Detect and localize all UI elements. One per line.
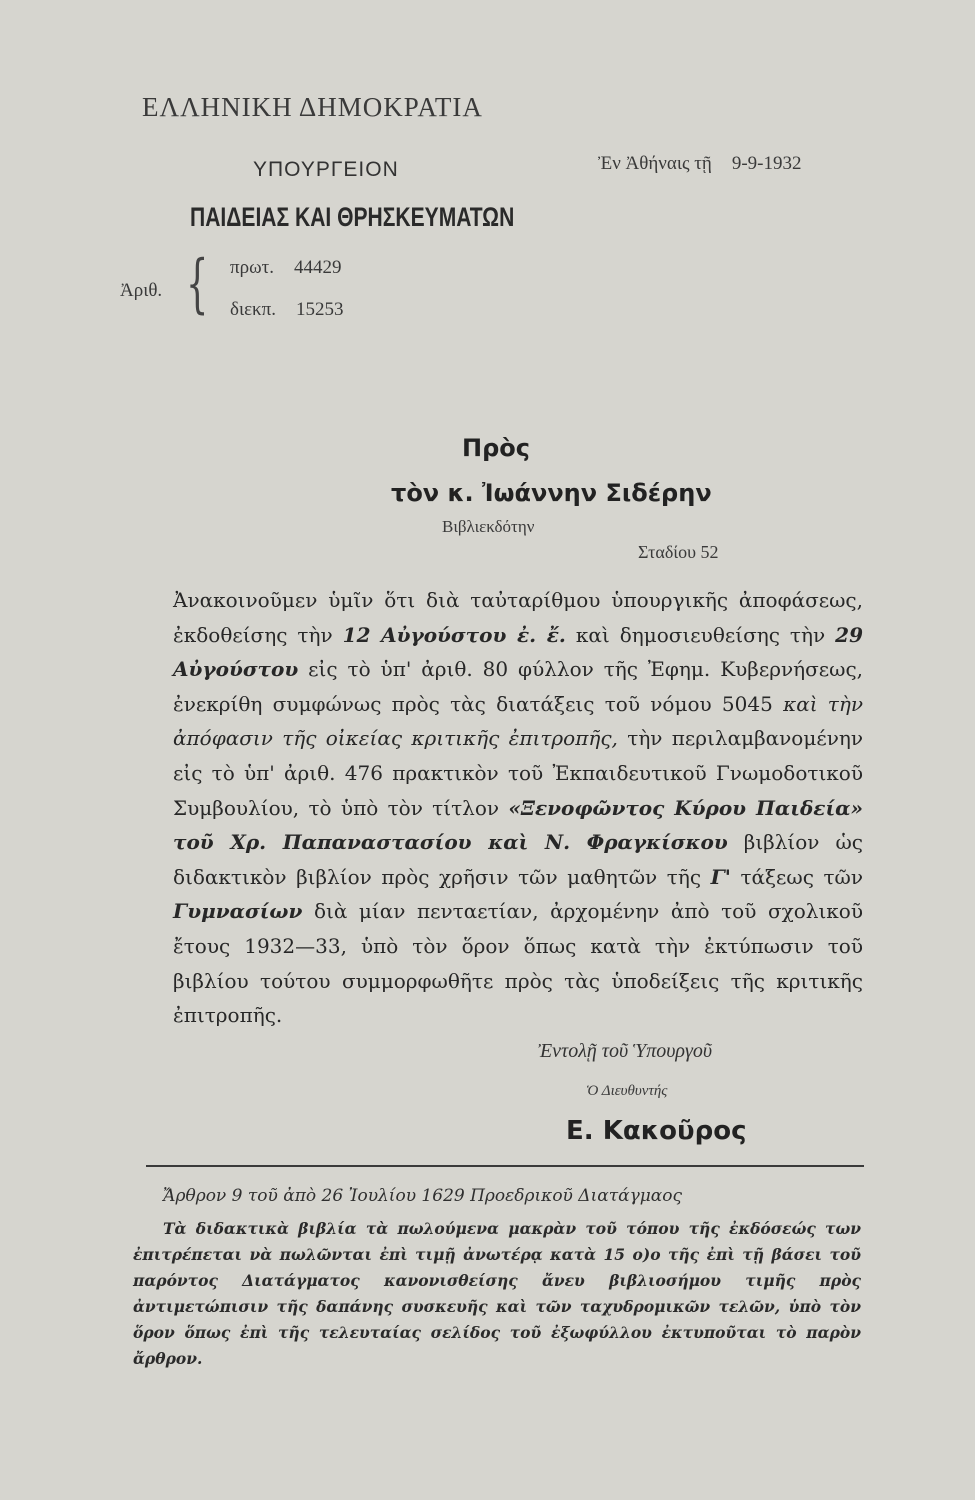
signature-order: Ἐντολῇ τοῦ Ὑπουργοῦ — [538, 1040, 713, 1062]
republic-heading: ΕΛΛΗΝΙΚΗ ΔΗΜΟΚΡΑΤΙΑ — [142, 92, 483, 122]
body-text: τάξεως τῶν — [740, 864, 864, 889]
letter-paragraph — [173, 583, 863, 1033]
school-type: Γυμνασίων — [173, 899, 303, 924]
book-title: «Ξενοφῶντος Κύρου Παιδεία» τοῦ Χρ. Παπαναστασίου καὶ Ν. Φραγκίσκου — [173, 795, 864, 855]
ministry-label: ΥΠΟΥΡΓΕΙΟΝ — [253, 158, 399, 181]
grade-number: Γ' — [710, 864, 731, 889]
dispatch-label: διεκπ. — [230, 299, 276, 320]
brace-icon: { — [186, 247, 209, 321]
addressed-to: Πρὸς — [462, 434, 530, 462]
footnote-title: Ἄρθρον 9 τοῦ ἀπὸ 26 Ἰουλίου 1629 Προεδρικοῦ Διατάγμαος — [163, 1186, 683, 1206]
body-text: Ἀνακοινοῦμεν ὑμῖν ὅτι διὰ ταὐταρίθμου ὑπουργικῆς ἀποφάσεως, ἐκδοθείσης τὴν — [173, 588, 863, 647]
body-text: εἰς τὸ ὑπ' ἀριθ. 80 φύλλον τῆς Ἐφημ. Κυβερνήσεως, ἐνεκρίθη συμφώνως πρὸς τὰς διατάξεις τοῦ νόμου 5045 — [173, 657, 864, 716]
reference-number-label: Ἀριθ. — [120, 280, 163, 301]
date-line — [598, 153, 801, 175]
body-text: καὶ τὴν ἀπόφασιν τῆς οἰκείας κριτικῆς ἐπιτροπῆς, — [173, 691, 864, 751]
dispatch-number: 15253 — [295, 299, 344, 320]
body-text: διὰ μίαν πενταετίαν, ἀρχομένην ἀπὸ τοῦ σχολικοῦ ἔτους 1932—33, ὑπὸ τὸν ὅρον ὅπως κατὰ τὴν ἐκτύπωσιν τοῦ βιβλίου τούτου συμμορφωθῆτε πρὸς τὰς ὑποδείξεις τῆς κριτικῆς ἐπιτροπῆς. — [173, 899, 863, 1028]
recipient-address: Σταδίου 52 — [638, 542, 719, 562]
dispatch-number-line — [230, 299, 343, 321]
protocol-number-line — [230, 257, 341, 279]
body-date-2: 29 Αὐγούστου — [173, 622, 864, 682]
protocol-label: πρωτ. — [230, 257, 274, 278]
footnote-text: Τὰ διδακτικὰ βιβλία τὰ πωλούμενα μακρὰν τοῦ τόπου τῆς ἐκδόσεώς των ἐπιτρέπεται νὰ πωλῶνται ἐπὶ τιμῇ ἀνωτέρᾳ κατὰ 15 ο)ο τῆς ἐπὶ τῇ βάσει τοῦ παρόντος Διατάγματος κανονισθείσης ἄνευ βιβλιοσήμου τιμῆς πρὸς ἀντιμετώπισιν τῆς δαπάνης συσκευῆς καὶ τῶν ταχυδρομικῶν τελῶν, ὑπὸ τὸν ὅρον ὅπως ἐπὶ τῆς τελευταίας σελίδος τοῦ ἐξωφύλλου ἐκτυποῦται τὸ παρὸν ἄρθρον. — [133, 1219, 861, 1368]
signer-name: Ε. Κακοῦρος — [566, 1116, 747, 1146]
footnote-divider — [146, 1165, 864, 1167]
body-text: καὶ δημοσιευθείσης τὴν — [575, 622, 826, 647]
protocol-number: 44429 — [293, 257, 342, 278]
signature-title: Ὁ Διευθυντής — [586, 1083, 668, 1099]
date-label: Ἐν Ἀθήναις τῇ — [598, 153, 712, 174]
letter-body — [173, 583, 863, 1033]
body-text: βιβλίον ὡς διδακτικὸν βιβλίον πρὸς χρῆσιν τῶν μαθητῶν τῆς — [173, 830, 864, 889]
recipient-profession: Βιβλιεκδότην — [442, 517, 535, 536]
body-text: τὴν περιλαμβανομένην εἰς τὸ ὑπ' ἀριθ. 476 πρακτικὸν τοῦ Ἐκπαιδευτικοῦ Γνωμοδοτικοῦ Συμβουλίου, τὸ ὑπὸ τὸν τίτλον — [173, 726, 863, 820]
ministry-name: ΠΑΙΔΕΙΑΣ ΚΑΙ ΘΡΗΣΚΕΥΜΑΤΩΝ — [190, 202, 515, 232]
body-date-1: 12 Αὐγούστου ἐ. ἔ. — [342, 622, 566, 647]
date-value: 9-9-1932 — [731, 153, 802, 174]
recipient-name: τὸν κ. Ἰωάννην Σιδέρην — [391, 479, 712, 507]
